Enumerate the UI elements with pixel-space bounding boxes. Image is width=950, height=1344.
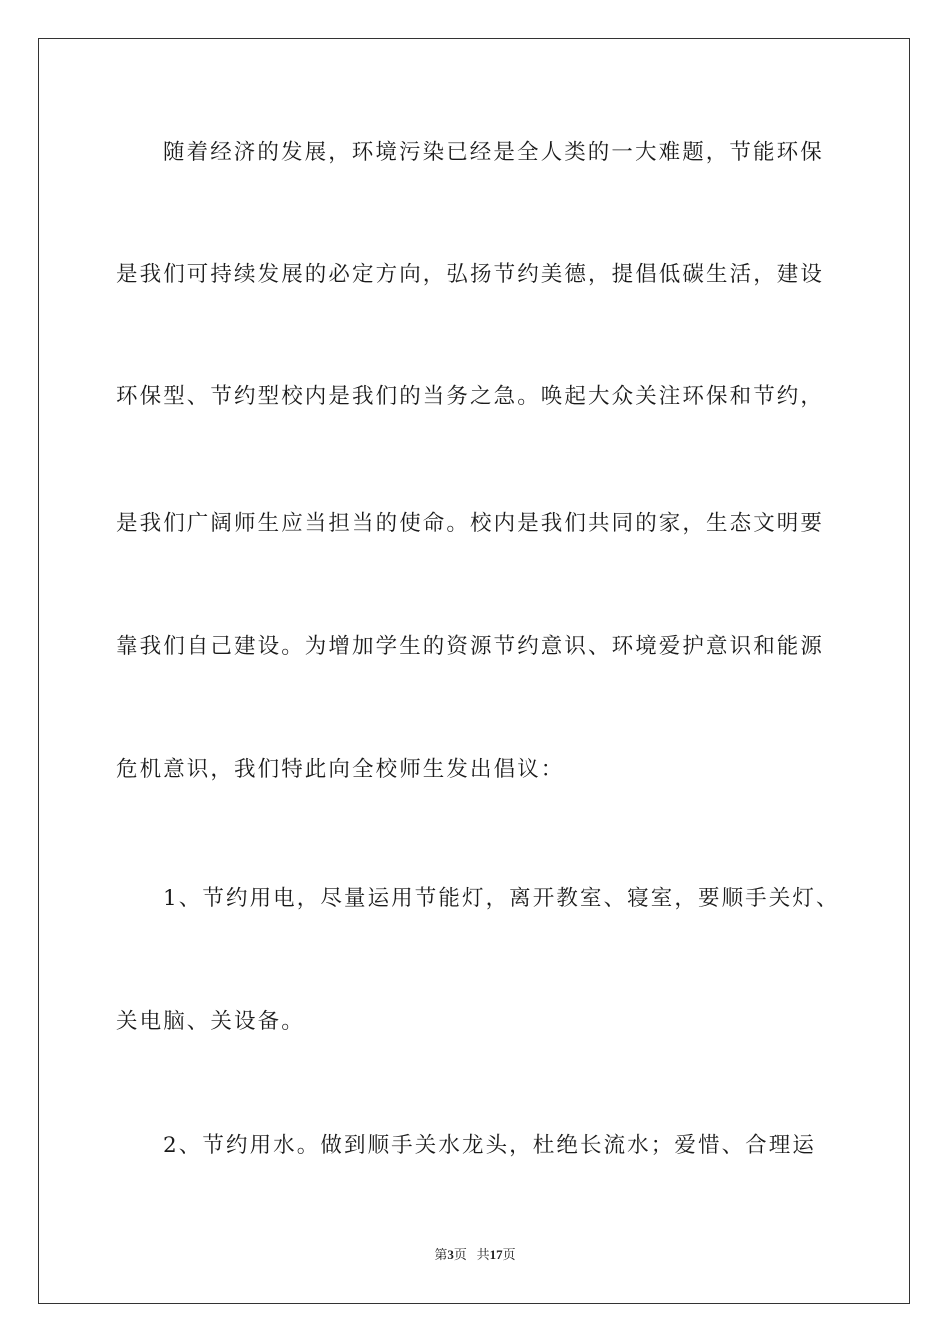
total-pages: 17: [489, 1247, 503, 1262]
page-suffix: 页: [453, 1247, 467, 1262]
paragraph-line: 随着经济的发展，环境污染已经是全人类的一大难题，节能环保: [163, 140, 824, 165]
paragraph-line: 是我们可持续发展的必定方向，弘扬节约美德，提倡低碳生活，建设: [116, 262, 825, 287]
paragraph-line: 是我们广阔师生应当担当的使命。校内是我们共同的家，生态文明要: [116, 511, 825, 536]
list-item-2-line: 2、节约用水。做到顺手关水龙头，杜绝长流水；爱惜、合理运: [163, 1133, 816, 1158]
page-number: 3: [447, 1247, 454, 1262]
list-item-1-line: 1、节约用电，尽量运用节能灯，离开教室、寝室，要顺手关灯、: [163, 886, 840, 911]
page-footer: [0, 1246, 950, 1264]
list-item-1-line: 关电脑、关设备。: [116, 1009, 305, 1034]
paragraph-line: 危机意识，我们特此向全校师生发出倡议：: [116, 757, 565, 782]
total-suffix: 页: [502, 1247, 516, 1262]
paragraph-line: 环保型、节约型校内是我们的当务之急。唤起大众关注环保和节约，: [116, 384, 825, 409]
paragraph-line: 靠我们自己建设。为增加学生的资源节约意识、环境爱护意识和能源: [116, 634, 825, 659]
total-prefix: 共: [476, 1247, 490, 1262]
page-prefix: 第: [434, 1247, 448, 1262]
page-border: [38, 38, 910, 1304]
